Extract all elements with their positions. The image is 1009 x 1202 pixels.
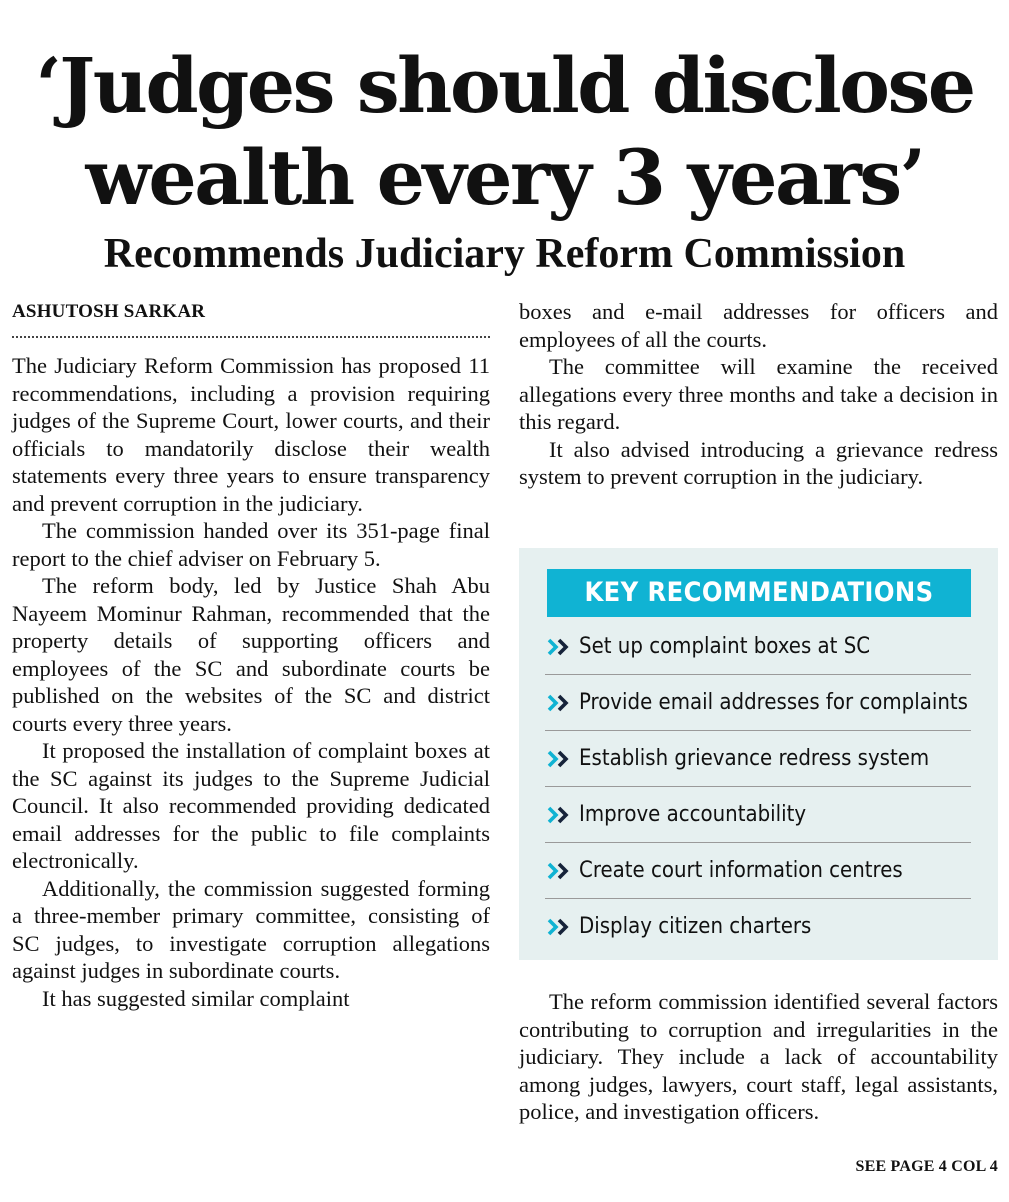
recommendation-label: Establish grievance redress system	[579, 746, 930, 771]
recommendation-label: Display citizen charters	[579, 914, 812, 939]
key-recommendations-box	[519, 548, 998, 960]
recommendation-item	[545, 899, 971, 954]
recommendation-label: Set up complaint boxes at SC	[579, 634, 871, 659]
continuation-note: SEE PAGE 4 COL 4	[855, 1158, 998, 1175]
headline-line-1: ‘Judges should disclose	[35, 41, 974, 130]
double-chevron-right-icon	[547, 862, 579, 880]
article-column-right-bottom	[519, 988, 998, 1126]
paragraph: It has suggested similar complaint	[42, 985, 350, 1011]
recommendation-item	[545, 843, 971, 899]
paragraph: The reform body, led by Justice Shah Abu Nayeem Mominur Rahman, recommended that the property details of supporting officers and employees of the SC and subordinate courts be published on the websites of the SC and district courts every three years.	[12, 573, 490, 736]
key-recommendations-title: KEY RECOMMENDATIONS	[547, 569, 971, 617]
recommendation-item	[545, 675, 971, 731]
paragraph: It also advised introducing a grievance redress system to prevent corruption in the judiciary.	[519, 436, 998, 489]
paragraph: boxes and e-mail addresses for officers and employees of all the courts.	[519, 299, 998, 352]
double-chevron-right-icon	[547, 918, 579, 936]
article-column-left	[12, 352, 490, 1012]
byline: ASHUTOSH SARKAR	[12, 301, 206, 322]
paragraph: The commission handed over its 351-page final report to the chief adviser on February 5.	[12, 518, 490, 571]
subheadline: Recommends Judiciary Reform Commission	[103, 231, 906, 277]
double-chevron-right-icon	[547, 694, 579, 712]
recommendation-label: Create court information centres	[579, 858, 903, 883]
paragraph: The committee will examine the received allegations every three months and take a decision in this regard.	[519, 354, 998, 434]
recommendation-item	[545, 787, 971, 843]
recommendation-label: Provide email addresses for complaints	[579, 690, 968, 715]
paragraph: The reform commission identified several factors contributing to corruption and irregularities in the judiciary. They include a lack of accountability among judges, lawyers, court staff, legal assistants, police, and investigation officers.	[519, 989, 998, 1124]
recommendation-label: Improve accountability	[579, 802, 807, 827]
recommendation-item	[545, 731, 971, 787]
paragraph: The Judiciary Reform Commission has proposed 11 recommendations, including a provision requiring judges of the Supreme Court, lower courts, and their officials to mandatorily disclose their wealth statements every three years to ensure transparency and prevent corruption in the judiciary.	[12, 353, 490, 516]
headline-line-2: wealth every 3 years’	[85, 133, 924, 222]
headline	[0, 40, 1009, 224]
recommendation-item	[545, 619, 971, 675]
byline-divider	[12, 336, 490, 338]
paragraph: Additionally, the commission suggested forming a three-member primary committee, consisting of SC judges, to investigate corruption allegations against judges in subordinate courts.	[12, 875, 490, 983]
key-recommendations-list	[545, 619, 971, 954]
paragraph: It proposed the installation of complaint boxes at the SC against its judges to the Supreme Judicial Council. It also recommended providing dedicated email addresses for the public to file complaints electronically.	[12, 738, 490, 873]
double-chevron-right-icon	[547, 806, 579, 824]
article-column-right-top	[519, 298, 998, 491]
double-chevron-right-icon	[547, 750, 579, 768]
double-chevron-right-icon	[547, 638, 579, 656]
